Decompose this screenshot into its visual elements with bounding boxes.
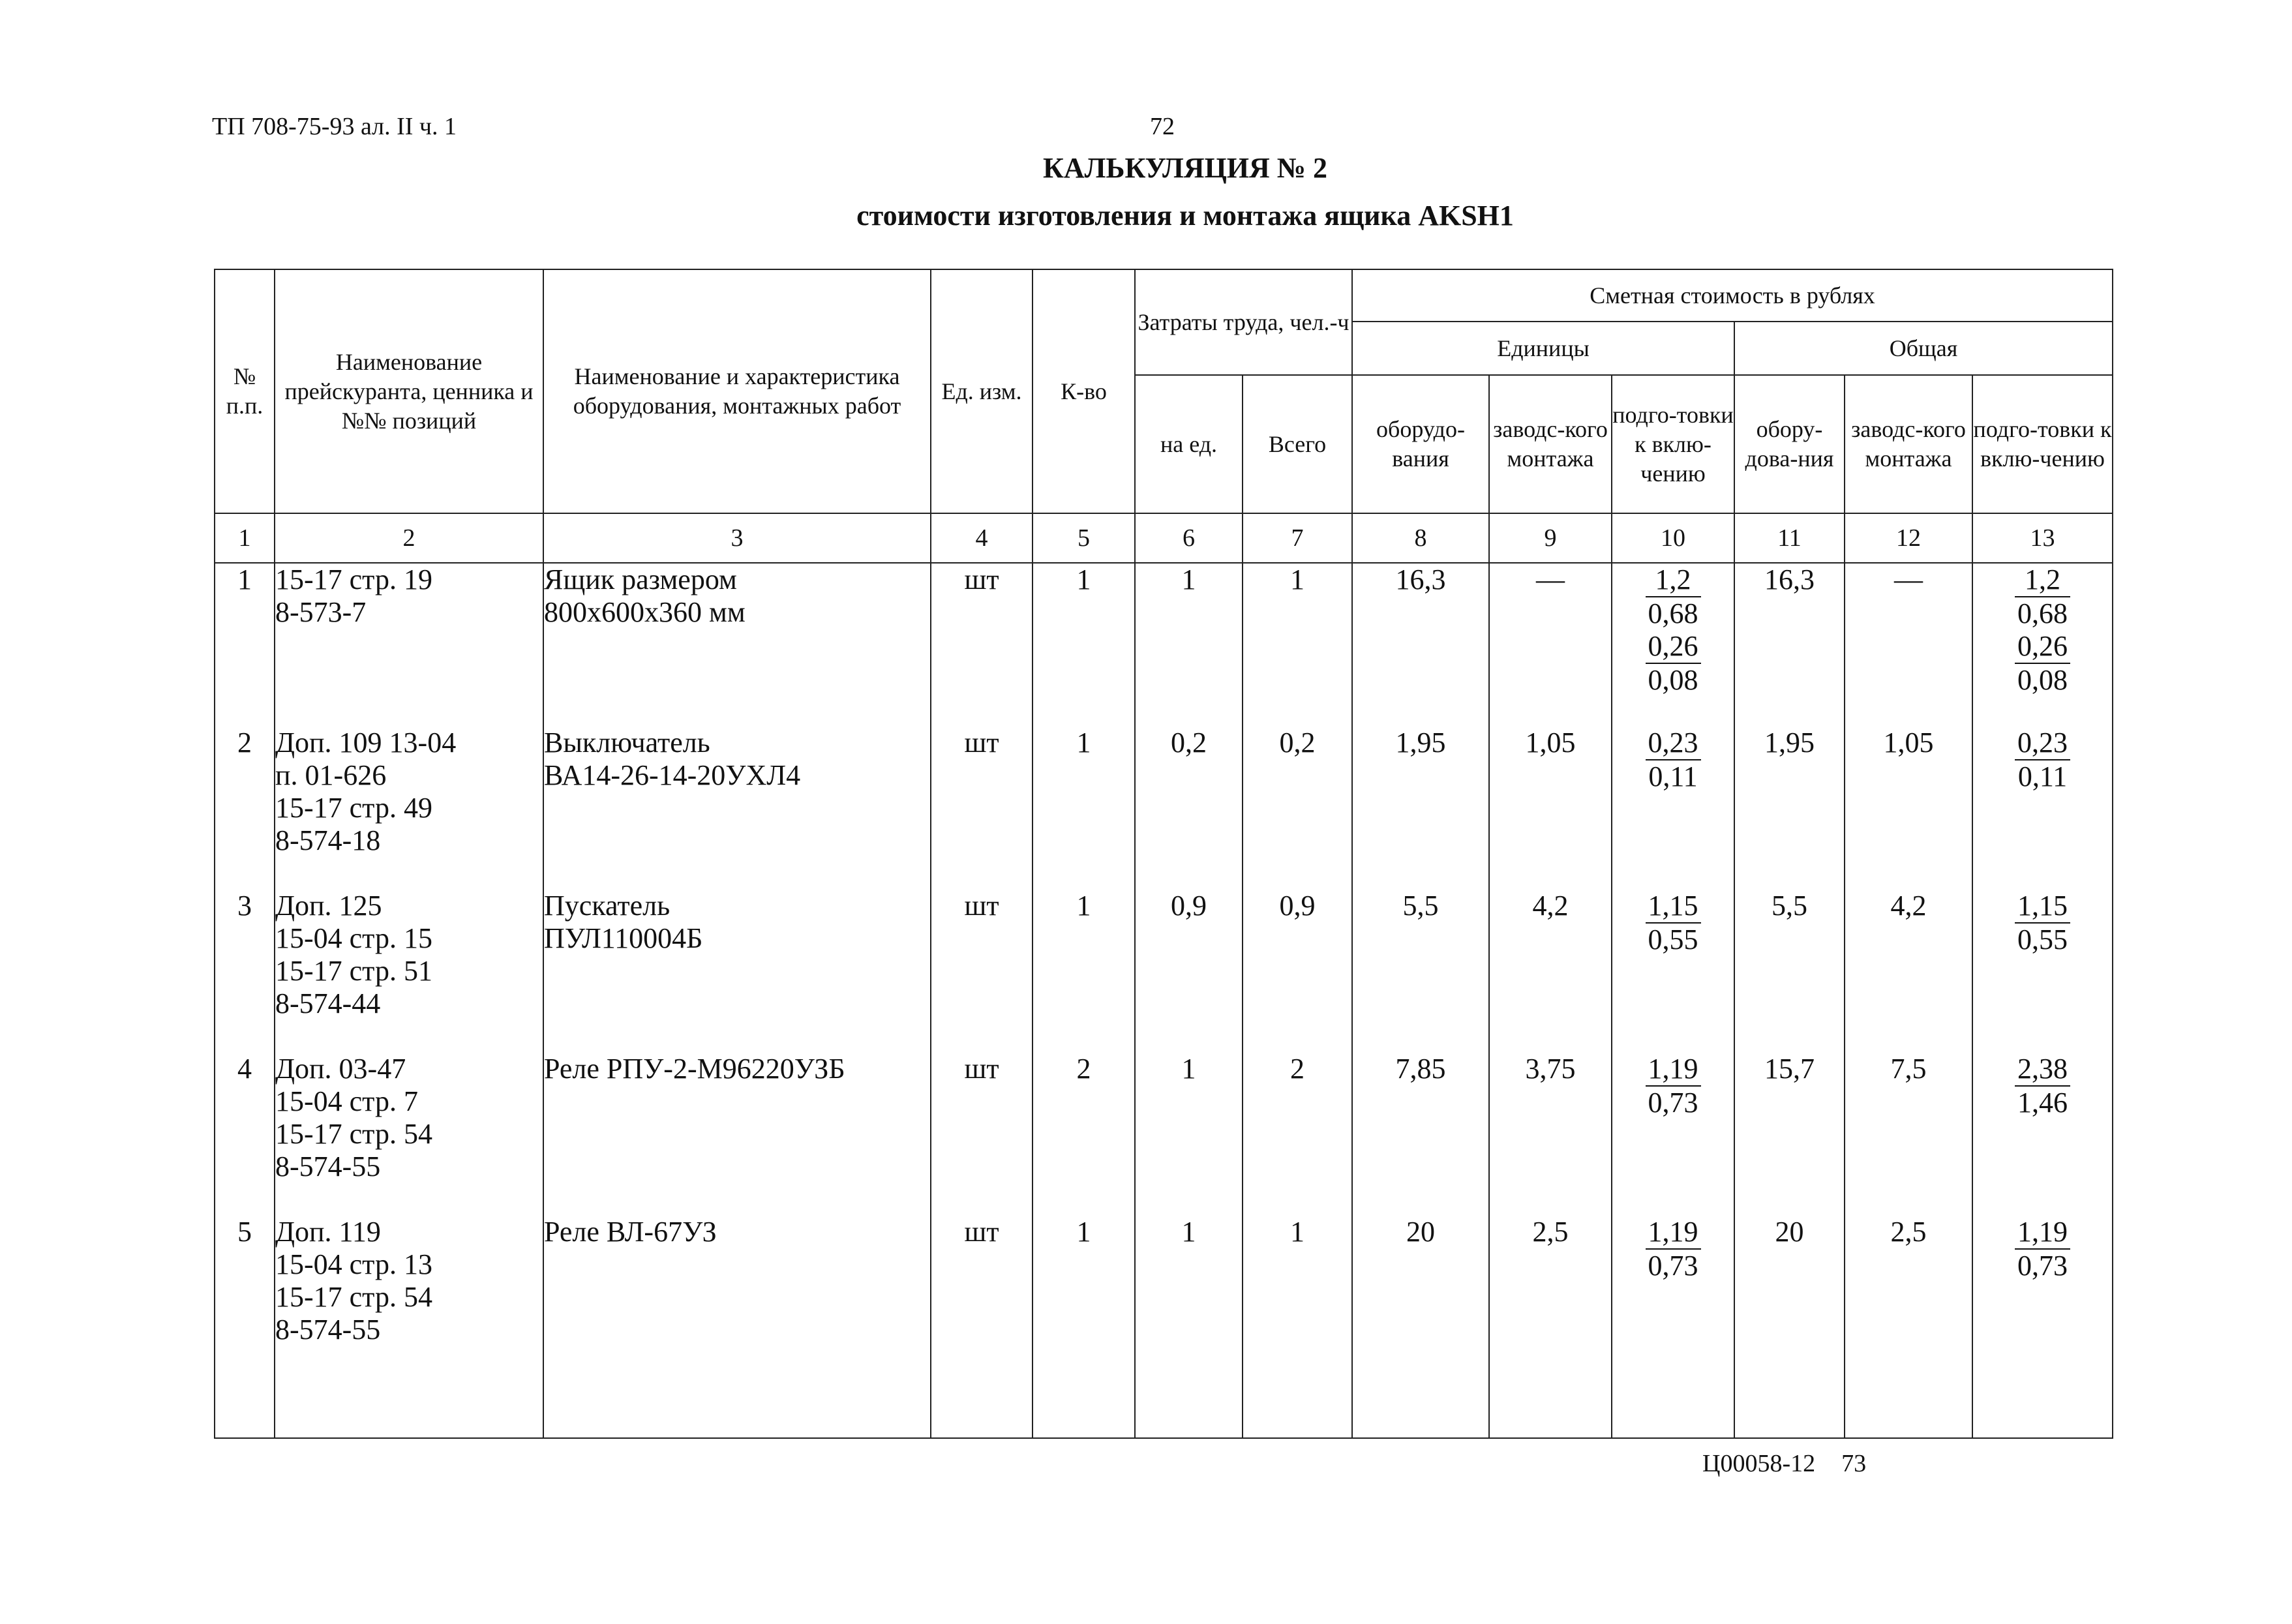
header-equip-unit: оборудо-вания [1352,375,1489,513]
cell-price-ref [275,1216,543,1379]
fraction-numerator: 1,2 [2015,564,2070,597]
column-factory_total [1845,563,1972,1438]
fraction-denominator: 0,73 [1648,1250,1698,1282]
column-factory_unit [1489,563,1612,1438]
column-n [215,563,275,1438]
header-cost: Сметная стоимость в рублях [1352,269,2113,322]
text-line: 8-574-18 [275,824,381,856]
cell-num: 1 [237,564,252,595]
text-line: 800x600x360 мм [544,596,746,628]
column-equip_total [1734,563,1845,1438]
cell-labor-unit: 1 [1181,564,1196,595]
column-number: 7 [1243,513,1352,563]
header-price-ref: Наименование прейскуранта, ценника и №№ позиций [275,269,543,513]
cell-labor-total: 0,2 [1279,727,1316,759]
column-prep_unit [1612,563,1734,1438]
column-number: 8 [1352,513,1489,563]
cell-prep-unit [1612,1216,1734,1379]
cell-price-ref [275,564,543,727]
column-ref [275,563,543,1438]
header-prep-total: подго-товки к вклю-чению [1972,375,2113,513]
cell-prep-total [1973,1216,2112,1379]
cell-prep-unit [1612,1053,1734,1216]
fraction-denominator: 0,55 [2017,924,2068,955]
fraction-value [2015,1053,2070,1119]
text-line: 15-17 стр. 19 [275,564,432,595]
text-line: 15-17 стр. 54 [275,1118,432,1150]
column-number: 6 [1135,513,1243,563]
column-qty [1033,563,1135,1438]
column-number: 10 [1612,513,1734,563]
fraction-numerator: 1,15 [2015,890,2070,924]
cell-unit: шт [964,564,999,595]
fraction-numerator: 2,38 [2015,1053,2070,1087]
cell-equip-total: 20 [1775,1216,1804,1248]
cell-prep-total [1973,564,2112,727]
column-number: 12 [1845,513,1972,563]
cell-unit: шт [964,727,999,759]
column-number-row [215,513,2113,563]
cell-labor-total: 2 [1290,1053,1304,1085]
cell-labor-unit: 0,9 [1171,890,1207,922]
cell-qty: 1 [1076,727,1091,759]
fraction-denominator: 0,73 [1648,1087,1698,1119]
text-line: Доп. 125 [275,890,382,922]
fraction-value [1646,1053,1701,1119]
text-line: 8-573-7 [275,596,367,628]
header-labor: Затраты труда, чел.-ч [1135,269,1352,375]
cell-labor-unit: 0,2 [1171,727,1207,759]
cell-qty: 1 [1076,1216,1091,1248]
text-line: ВА14-26-14-20УХЛ4 [544,759,801,791]
page-number: 72 [1150,113,1175,140]
cell-qty: 2 [1076,1053,1091,1085]
fraction-denominator: 0,73 [2017,1250,2068,1282]
text-line: 15-04 стр. 15 [275,922,432,954]
cell-factory-unit: 1,05 [1525,727,1576,759]
cell-equip-unit: 1,95 [1395,727,1446,759]
cell-price-ref [275,1053,543,1216]
fraction-numerator: 1,15 [1646,890,1701,924]
cell-factory-total: 1,05 [1883,727,1934,759]
footer [1702,1449,1892,1478]
text-line: Доп. 03-47 [275,1053,406,1085]
header-labor-total: Всего [1243,375,1352,513]
text-line: Доп. 119 [275,1216,381,1248]
fraction-numerator: 0,26 [1646,630,1701,664]
cell-prep-unit [1612,727,1734,890]
fraction-numerator: 0,26 [2015,630,2070,664]
cell-factory-unit: 3,75 [1525,1053,1576,1085]
header-equip-total: обору-дова-ния [1734,375,1845,513]
cell-factory-unit: 4,2 [1532,890,1569,922]
table-body [215,563,2113,1438]
text-line: п. 01-626 [275,759,387,791]
cell-prep-unit [1612,890,1734,1053]
fraction-numerator: 0,23 [1646,727,1701,760]
cell-num: 5 [237,1216,252,1248]
cell-item-name [544,727,930,890]
fraction-denominator: 0,55 [1648,924,1698,955]
text-line: 15-04 стр. 7 [275,1085,418,1117]
fraction-denominator: 0,68 [1648,597,1698,629]
fraction-numerator: 1,19 [1646,1216,1701,1250]
text-line: Доп. 109 13-04 [275,727,457,759]
fraction-value [2015,890,2070,956]
cell-labor-total: 1 [1290,1216,1304,1248]
text-line: Ящик размером [544,564,737,595]
fraction-numerator: 1,2 [1646,564,1701,597]
cell-num: 4 [237,1053,252,1085]
column-number: 3 [543,513,931,563]
cell-factory-total: 7,5 [1890,1053,1927,1085]
header-unit: Ед. изм. [931,269,1033,513]
cell-unit: шт [964,1053,999,1085]
fraction-value [1646,564,1701,630]
cell-qty: 1 [1076,564,1091,595]
document-subtitle: стоимости изготовления и монтажа ящика AKSH1 [856,200,1514,232]
fraction-value [2015,1216,2070,1282]
header-prep-unit: подго-товки к вклю-чению [1612,375,1734,513]
fraction-value [2015,564,2070,630]
fraction-value [1646,890,1701,956]
column-number: 11 [1734,513,1845,563]
fraction-numerator: 1,19 [2015,1216,2070,1250]
header-qty: К-во [1033,269,1135,513]
cell-item-name [544,564,930,727]
header-factory-unit: заводс-кого монтажа [1489,375,1612,513]
text-line: 8-574-55 [275,1314,381,1346]
text-line: 15-17 стр. 51 [275,955,432,987]
column-unit [931,563,1033,1438]
cell-price-ref [275,890,543,1053]
cell-unit: шт [964,1216,999,1248]
cell-equip-unit: 16,3 [1395,564,1446,595]
text-line: Реле РПУ-2-М96220УЗБ [544,1053,845,1085]
cell-num: 2 [237,727,252,759]
column-prep_total [1972,563,2113,1438]
fraction-denominator: 1,46 [2017,1087,2068,1119]
cell-factory-total: 4,2 [1890,890,1927,922]
header-cost-total: Общая [1734,322,2113,375]
cell-labor-unit: 1 [1181,1216,1196,1248]
fraction-denominator: 0,08 [2017,664,2068,696]
cell-factory-unit: — [1536,564,1565,595]
cell-equip-unit: 5,5 [1402,890,1439,922]
cell-factory-total: — [1894,564,1923,595]
cell-prep-unit [1612,564,1734,727]
text-line: Выключатель [544,727,710,759]
footer-page: 73 [1841,1450,1867,1477]
cell-equip-total: 16,3 [1764,564,1815,595]
cell-labor-total: 1 [1290,564,1304,595]
cell-labor-unit: 1 [1181,1053,1196,1085]
document-code: ТП 708-75-93 ал. II ч. 1 [212,113,457,140]
header-name: Наименование и характеристика оборудования, монтажных работ [543,269,931,513]
cell-num: 3 [237,890,252,922]
text-line: Реле ВЛ-67УЗ [544,1216,717,1248]
header-cost-unit: Единицы [1352,322,1734,375]
cell-equip-total: 1,95 [1764,727,1815,759]
fraction-numerator: 1,19 [1646,1053,1701,1087]
column-number: 9 [1489,513,1612,563]
cell-equip-unit: 20 [1406,1216,1435,1248]
text-line: 15-04 стр. 13 [275,1248,432,1280]
cell-prep-total [1973,890,2112,1053]
cell-factory-total: 2,5 [1890,1216,1927,1248]
text-line: 8-574-44 [275,987,381,1019]
cell-prep-total [1973,1053,2112,1216]
fraction-denominator: 0,68 [2017,597,2068,629]
text-line: Пускатель [544,890,671,922]
footer-code: Ц00058-12 [1702,1450,1816,1477]
cell-prep-total [1973,727,2112,890]
document-title: КАЛЬКУЛЯЦИЯ № 2 [1042,152,1328,184]
column-number: 1 [215,513,275,563]
column-number: 13 [1972,513,2113,563]
cell-item-name [544,890,930,1053]
text-line: 8-574-55 [275,1150,381,1182]
cell-qty: 1 [1076,890,1091,922]
header-labor-unit: на ед. [1135,375,1243,513]
cell-item-name [544,1216,930,1379]
fraction-value [2015,727,2070,793]
text-line: 15-17 стр. 49 [275,792,432,824]
header-num: № п.п. [215,269,275,513]
fraction-value [2015,630,2070,697]
cell-item-name [544,1053,930,1216]
column-number: 4 [931,513,1033,563]
text-line: ПУЛ110004Б [544,922,703,954]
cell-equip-total: 15,7 [1764,1053,1815,1085]
column-number: 5 [1033,513,1135,563]
fraction-numerator: 0,23 [2015,727,2070,760]
cell-labor-total: 0,9 [1279,890,1316,922]
fraction-value [1646,630,1701,697]
fraction-denominator: 0,08 [1648,664,1698,696]
column-name [543,563,931,1438]
column-labor_total [1243,563,1352,1438]
cell-unit: шт [964,890,999,922]
fraction-value [1646,727,1701,793]
column-number: 2 [275,513,543,563]
column-equip_unit [1352,563,1489,1438]
calculation-table [214,269,2113,1439]
cell-equip-unit: 7,85 [1395,1053,1446,1085]
text-line: 15-17 стр. 54 [275,1281,432,1313]
cell-factory-unit: 2,5 [1532,1216,1569,1248]
fraction-value [1646,1216,1701,1282]
fraction-denominator: 0,11 [2017,760,2068,792]
header-factory-total: заводс-кого монтажа [1845,375,1972,513]
column-labor_unit [1135,563,1243,1438]
cell-price-ref [275,727,543,890]
cell-equip-total: 5,5 [1772,890,1807,922]
fraction-denominator: 0,11 [1648,760,1698,792]
